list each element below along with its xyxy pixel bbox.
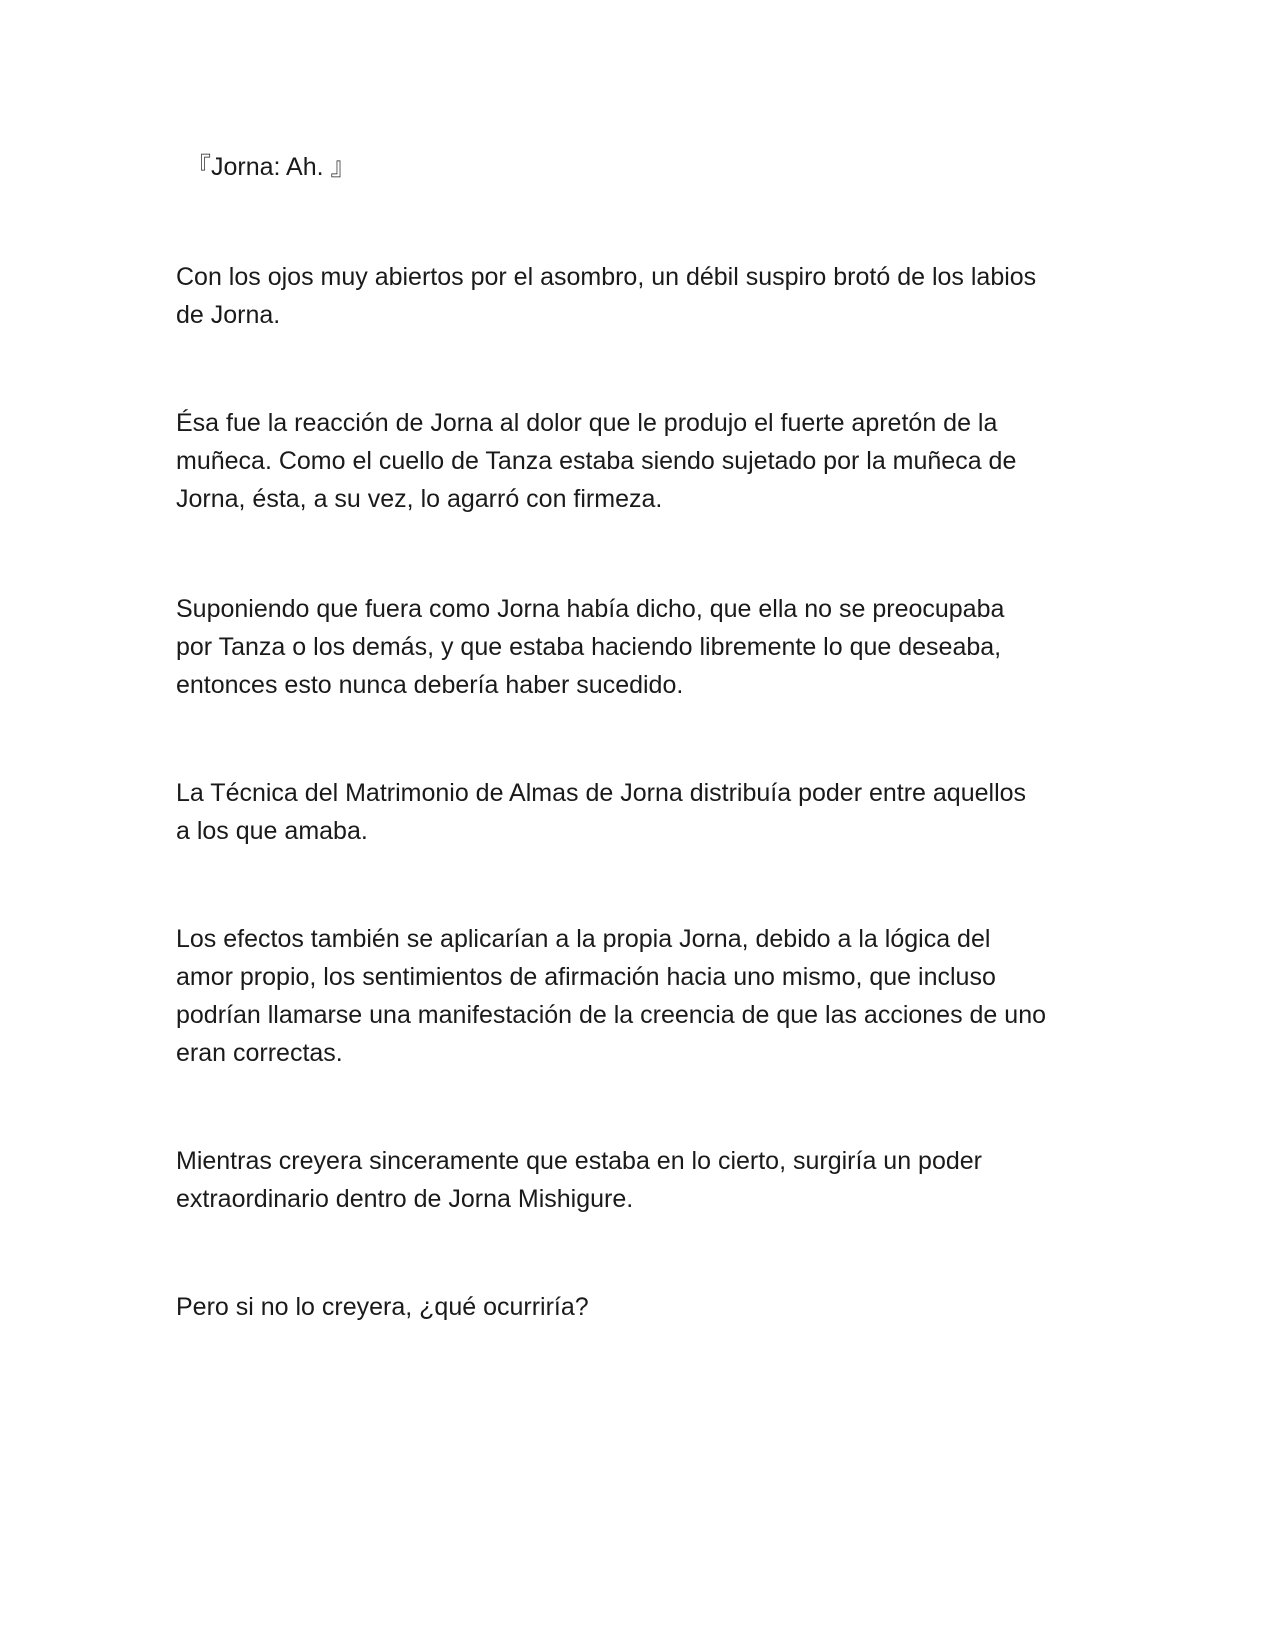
paragraph-5: Los efectos también se aplicarían a la propia Jorna, debido a la lógica del amor propio, los sentimientos de afirmación hacia uno mismo, que incluso podrían llamarse una manifestación de la creencia de que las acciones de uno eran correctas. (176, 925, 1046, 1067)
paragraph-6: Mientras creyera sinceramente que estaba en lo cierto, surgiría un poder extraordinario dentro de Jorna Mishigure. (176, 1147, 982, 1213)
paragraph-2: Ésa fue la reacción de Jorna al dolor que le produjo el fuerte apretón de la muñeca. Como el cuello de Tanza estaba siendo sujetado por la muñeca de Jorna, ésta, a su vez, lo agarró con firmeza. (176, 409, 1017, 513)
dialogue-line: 『Jorna: Ah. 』 (186, 153, 356, 181)
paragraph-4: La Técnica del Matrimonio de Almas de Jorna distribuía poder entre aquellos a los que amaba. (176, 779, 1027, 845)
paragraph-7: Pero si no lo creyera, ¿qué ocurriría? (176, 1293, 589, 1321)
paragraph-1: Con los ojos muy abiertos por el asombro, un débil suspiro brotó de los labios de Jorna. (176, 263, 1037, 329)
paragraph-3: Suponiendo que fuera como Jorna había dicho, que ella no se preocupaba por Tanza o los demás, y que estaba haciendo libremente lo que deseaba, entonces esto nunca debería haber sucedido. (176, 595, 1005, 699)
